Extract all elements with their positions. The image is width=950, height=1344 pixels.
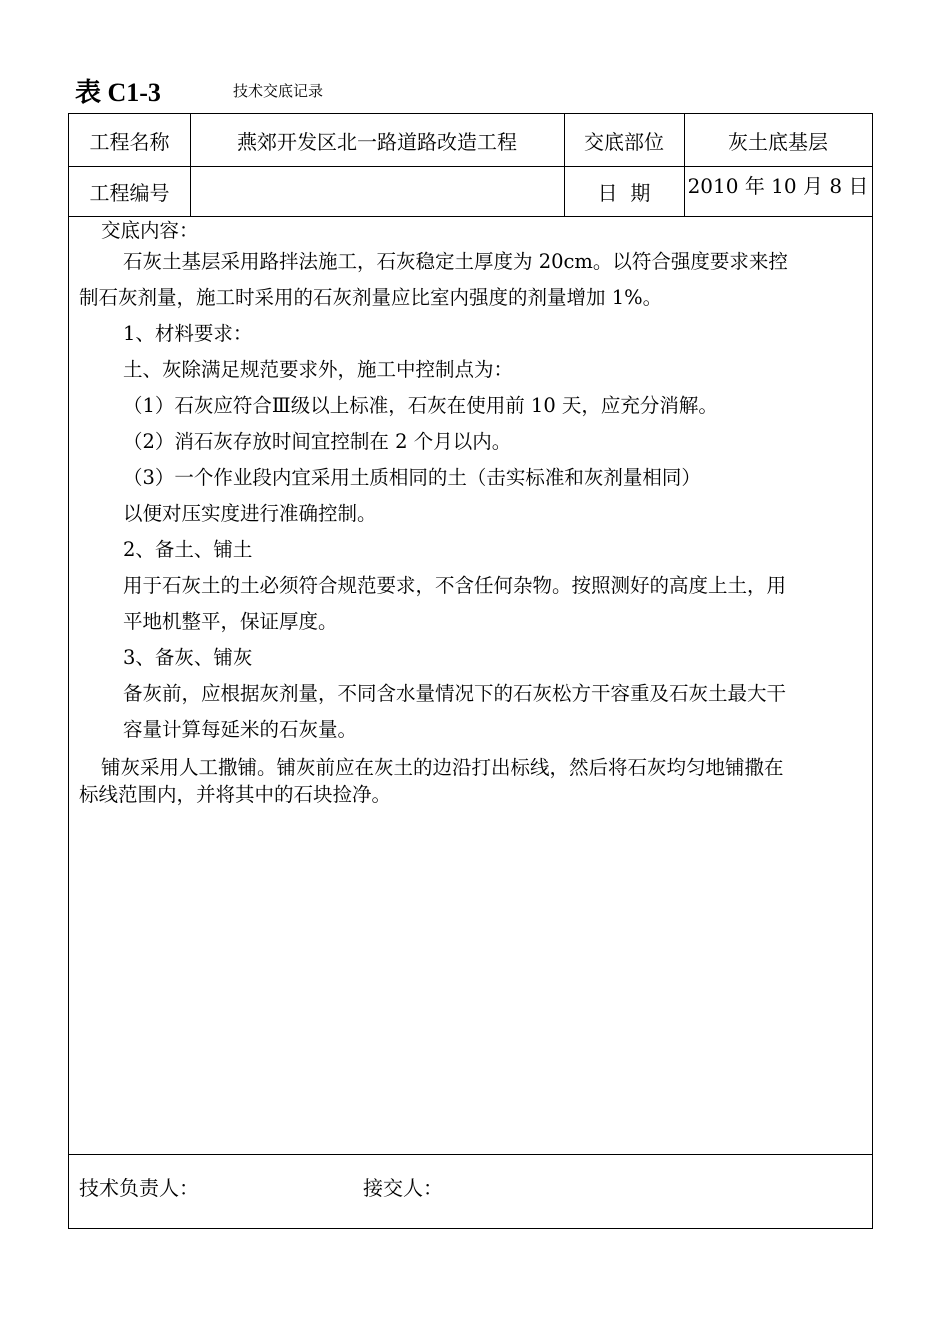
form-title: 技术交底记录 xyxy=(233,82,324,100)
content-line: 容量计算每延米的石灰量。 xyxy=(123,718,358,741)
disclosure-content xyxy=(79,218,869,808)
content-line: （2）消石灰存放时间宜控制在 2 个月以内。 xyxy=(123,430,512,453)
date-label: 日 期 xyxy=(597,180,651,205)
content-heading: 交底内容： xyxy=(101,219,199,242)
row-divider xyxy=(69,1154,872,1155)
location-value: 灰土底基层 xyxy=(728,129,828,154)
content-line: 以便对压实度进行准确控制。 xyxy=(123,502,377,525)
project-no-value xyxy=(190,166,564,216)
content-line: 2、备土、铺土 xyxy=(123,538,253,561)
content-line: 石灰土基层采用路拌法施工，石灰稳定土厚度为 20cm。以符合强度要求来控 xyxy=(123,250,788,273)
content-line: 土、灰除满足规范要求外，施工中控制点为： xyxy=(123,358,514,381)
content-line: 铺灰采用人工撒铺。铺灰前应在灰土的边沿打出标线，然后将石灰均匀地铺撒在 xyxy=(101,756,784,779)
form-code: 表 C1-3 xyxy=(75,78,161,107)
content-line: 备灰前，应根据灰剂量，不同含水量情况下的石灰松方干容重及石灰土最大干 xyxy=(123,682,787,705)
content-line: 1、材料要求： xyxy=(123,322,253,345)
disclosure-record-table xyxy=(68,113,873,1229)
row-divider xyxy=(69,216,872,217)
project-name-label: 工程名称 xyxy=(89,129,170,154)
date-value: 2010 年 10 月 8 日 xyxy=(687,174,869,198)
content-line: 制石灰剂量，施工时采用的石灰剂量应比室内强度的剂量增加 1%。 xyxy=(79,286,663,309)
tech-lead-label: 技术负责人： xyxy=(79,1176,199,1200)
content-line: 平地机整平，保证厚度。 xyxy=(123,610,338,633)
receiver-label: 接交人： xyxy=(363,1176,443,1200)
content-line: （3）一个作业段内宜采用土质相同的土（击实标准和灰剂量相同） xyxy=(123,466,701,489)
content-line: 3、备灰、铺灰 xyxy=(123,646,253,669)
content-line: （1）石灰应符合Ⅲ级以上标准，石灰在使用前 10 天，应充分消解。 xyxy=(123,394,718,417)
location-label: 交底部位 xyxy=(584,129,664,154)
content-line: 标线范围内，并将其中的石块捡净。 xyxy=(79,783,392,806)
content-line: 用于石灰土的土必须符合规范要求，不含任何杂物。按照测好的高度上土，用 xyxy=(123,574,787,597)
project-name-value: 燕郊开发区北一路道路改造工程 xyxy=(237,129,517,154)
project-no-label: 工程编号 xyxy=(89,180,170,205)
